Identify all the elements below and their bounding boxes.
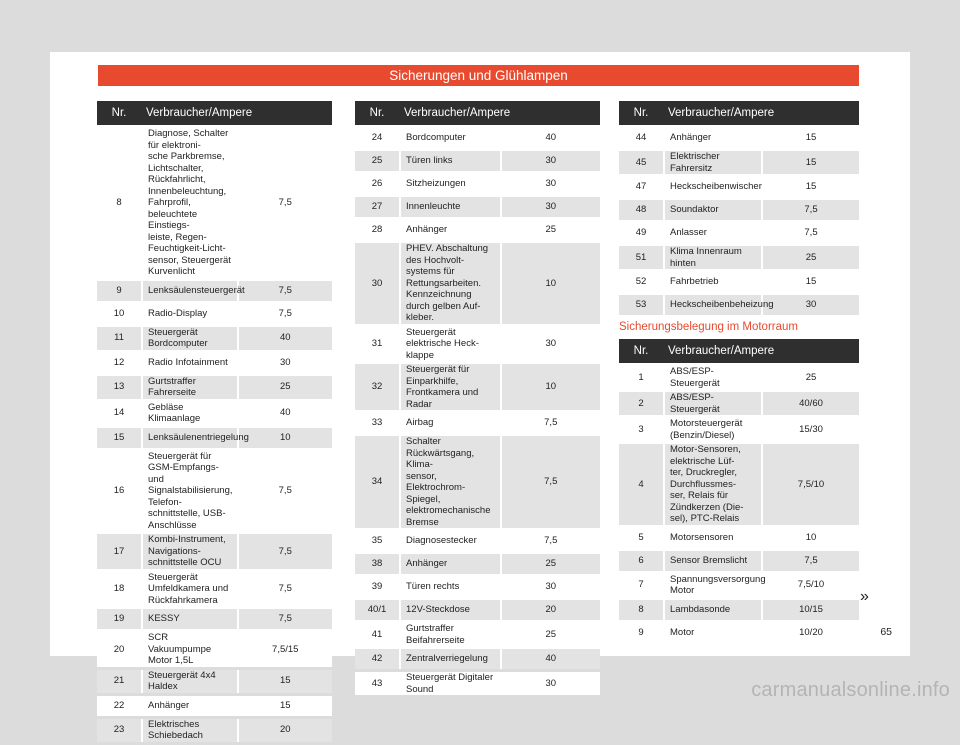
fuse-ampere: 7,5/10 [761,444,859,525]
table-row [97,327,332,350]
fuse-ampere: 40 [237,402,333,425]
fuse-consumer: Diagnose, Schalter für elektroni- sche Parkbremse, Lichtschalter, Rückfahrlicht, Innenbeleuchtung, Fahrprofil, beleuchtete Einstiegs- leiste, Regen-Feuchtigkeit-Licht- sensor, Steuergerät Kurvenlicht [141,128,237,278]
fuse-ampere: 15 [237,670,333,693]
fuse-number: 22 [97,696,141,716]
fuse-consumer: Radio Infotainment [141,353,237,373]
engine-section-title: Sicherungsbelegung im Motorraum [619,321,798,333]
fuse-ampere: 10 [500,243,601,324]
fuse-number: 30 [355,243,399,324]
table-row [619,392,859,415]
fuse-number: 23 [97,719,141,742]
fuse-number: 9 [97,281,141,301]
table-header-row [619,101,859,125]
table-row [619,623,859,643]
fuse-ampere: 30 [761,295,859,315]
fuse-ampere: 25 [237,376,333,399]
fuse-number: 42 [355,649,399,669]
fuse-number: 24 [355,128,399,148]
fuse-table-column-3 [619,98,859,318]
fuse-ampere: 30 [500,197,601,217]
fuse-consumer: ABS/ESP-Steuergerät [663,392,761,415]
fuse-ampere: 40 [500,649,601,669]
fuse-consumer: Bordcomputer [399,128,500,148]
fuse-ampere: 30 [500,151,601,171]
fuse-consumer: SCR Vakuumpumpe Motor 1,5L [141,632,237,667]
table-row [619,151,859,174]
fuse-number: 15 [97,428,141,448]
fuse-number: 6 [619,551,663,571]
fuse-consumer: Steuergerät Digitaler Sound [399,672,500,695]
fuse-ampere: 30 [237,353,333,373]
fuse-number: 14 [97,402,141,425]
fuse-ampere: 20 [500,600,601,620]
fuse-number: 40/1 [355,600,399,620]
fuse-consumer: KESSY [141,609,237,629]
fuse-consumer: Motorsteuergerät (Benzin/Diesel) [663,418,761,441]
fuse-number: 33 [355,413,399,433]
fuse-number: 3 [619,418,663,441]
fuse-consumer: Anhänger [399,554,500,574]
header-nr: Nr. [355,101,399,125]
fuse-ampere: 7,5 [761,551,859,571]
fuse-number: 21 [97,670,141,693]
fuse-consumer: ABS/ESP-Steuergerät [663,366,761,389]
fuse-ampere: 10/20 [761,623,859,643]
fuse-ampere: 7,5 [237,128,333,278]
table-row [355,649,600,669]
fuse-number: 17 [97,534,141,569]
fuse-number: 35 [355,531,399,551]
fuse-number: 49 [619,223,663,243]
table-row [355,531,600,551]
table-row [97,719,332,742]
table-row [355,577,600,597]
fuse-consumer: Kombi-Instrument, Navigations- schnittstelle OCU [141,534,237,569]
fuse-consumer: Steuergerät Umfeldkamera und Rückfahrkamera [141,572,237,607]
fuse-ampere: 25 [761,366,859,389]
header-nr: Nr. [619,101,663,125]
fuse-ampere: 15 [761,272,859,292]
fuse-ampere: 7,5 [500,531,601,551]
fuse-number: 34 [355,436,399,528]
fuse-ampere: 25 [761,246,859,269]
fuse-consumer: 12V-Steckdose [399,600,500,620]
table-row [619,200,859,220]
table-row [355,436,600,528]
fuse-consumer: Heckscheibenbeheizung [663,295,761,315]
fuse-consumer: Motor [663,623,761,643]
table-row [619,177,859,197]
fuse-table-3 [619,98,859,318]
table-row [619,600,859,620]
table-row [97,451,332,532]
fuse-consumer: Gurtstraffer Fahrerseite [141,376,237,399]
fuse-consumer: Sensor Bremslicht [663,551,761,571]
fuse-consumer: Gurtstraffer Beifahrerseite [399,623,500,646]
table-row [355,600,600,620]
table-header-row [619,339,859,363]
fuse-ampere: 30 [500,174,601,194]
fuse-number: 12 [97,353,141,373]
fuse-consumer: Steuergerät für Einparkhilfe, Frontkamera und Radar [399,364,500,410]
table-row [355,174,600,194]
table-header-row [97,101,332,125]
fuse-consumer: Steuergerät 4x4 Haldex [141,670,237,693]
fuse-ampere: 7,5 [237,609,333,629]
table-row [619,551,859,571]
fuse-ampere: 25 [500,623,601,646]
fuse-number: 53 [619,295,663,315]
fuse-number: 25 [355,151,399,171]
fuse-consumer: Motorsensoren [663,528,761,548]
table-row [97,609,332,629]
fuse-consumer: Türen rechts [399,577,500,597]
fuse-number: 51 [619,246,663,269]
continue-arrow-icon: » [860,588,869,605]
fuse-table-engine [619,336,859,646]
fuse-consumer: Zentralverriegelung [399,649,500,669]
fuse-ampere: 25 [500,220,601,240]
fuse-ampere: 30 [500,672,601,695]
fuse-ampere: 7,5 [237,451,333,532]
table-row [97,304,332,324]
fuse-table-2 [355,98,600,698]
fuse-ampere: 25 [500,554,601,574]
fuse-table-column-4 [619,336,859,646]
fuse-number: 28 [355,220,399,240]
fuse-number: 1 [619,366,663,389]
table-row [97,696,332,716]
fuse-ampere: 15 [761,177,859,197]
fuse-number: 48 [619,200,663,220]
fuse-number: 26 [355,174,399,194]
table-row [97,572,332,607]
fuse-number: 41 [355,623,399,646]
fuse-consumer: Sitzheizungen [399,174,500,194]
fuse-consumer: Anlasser [663,223,761,243]
fuse-number: 8 [97,128,141,278]
table-row [619,366,859,389]
fuse-number: 13 [97,376,141,399]
page-title: Sicherungen und Glühlampen [98,65,859,86]
table-row [619,574,859,597]
watermark: carmanualsonline.info [751,679,950,701]
table-row [355,220,600,240]
fuse-number: 9 [619,623,663,643]
fuse-number: 4 [619,444,663,525]
header-consumer: Verbraucher/Ampere [399,101,600,125]
fuse-ampere: 10 [761,528,859,548]
fuse-table-column-2 [355,98,600,698]
table-row [355,151,600,171]
fuse-consumer: Fahrbetrieb [663,272,761,292]
table-row [97,402,332,425]
fuse-ampere: 15 [761,128,859,148]
table-row [355,128,600,148]
fuse-consumer: Lenksäulenentriegelung [141,428,237,448]
header-consumer: Verbraucher/Ampere [663,101,859,125]
fuse-number: 31 [355,327,399,362]
table-row [619,246,859,269]
fuse-number: 2 [619,392,663,415]
fuse-consumer: Elektrischer Fahrersitz [663,151,761,174]
table-row [619,295,859,315]
table-header-row [355,101,600,125]
fuse-ampere: 7,5 [237,572,333,607]
fuse-consumer: Steuergerät elektrische Heck- klappe [399,327,500,362]
table-row [97,534,332,569]
page-number: 65 [880,626,892,638]
fuse-table-1 [97,98,332,745]
fuse-ampere: 15 [237,696,333,716]
fuse-ampere: 7,5 [237,534,333,569]
table-row [619,444,859,525]
fuse-ampere: 7,5 [237,304,333,324]
table-row [355,243,600,324]
fuse-consumer: Motor-Sensoren, elektrische Lüf- ter, Druckregler, Durchflussmes- ser, Relais für Zündkerzen (Die- sel), PTC-Relais [663,444,761,525]
fuse-consumer: Gebläse Klimaanlage [141,402,237,425]
fuse-ampere: 40 [237,327,333,350]
fuse-number: 18 [97,572,141,607]
fuse-number: 38 [355,554,399,574]
fuse-ampere: 15/30 [761,418,859,441]
fuse-number: 8 [619,600,663,620]
fuse-ampere: 7,5 [500,436,601,528]
header-nr: Nr. [619,339,663,363]
fuse-ampere: 7,5 [500,413,601,433]
fuse-ampere: 7,5 [761,200,859,220]
fuse-consumer: Airbag [399,413,500,433]
fuse-ampere: 7,5/15 [237,632,333,667]
header-nr: Nr. [97,101,141,125]
fuse-number: 52 [619,272,663,292]
fuse-number: 11 [97,327,141,350]
fuse-number: 45 [619,151,663,174]
header-consumer: Verbraucher/Ampere [663,339,859,363]
table-row [97,632,332,667]
fuse-number: 47 [619,177,663,197]
fuse-number: 32 [355,364,399,410]
fuse-table-column-1 [97,98,332,745]
fuse-consumer: Soundaktor [663,200,761,220]
table-row [619,128,859,148]
table-row [619,528,859,548]
fuse-number: 10 [97,304,141,324]
fuse-consumer: Spannungsversorgung Motor [663,574,761,597]
fuse-number: 16 [97,451,141,532]
fuse-number: 19 [97,609,141,629]
fuse-number: 44 [619,128,663,148]
fuse-number: 39 [355,577,399,597]
fuse-ampere: 10 [237,428,333,448]
fuse-consumer: Lenksäulensteuergerät [141,281,237,301]
table-row [97,428,332,448]
fuse-consumer: Heckscheibenwischer [663,177,761,197]
table-row [619,272,859,292]
fuse-ampere: 40/60 [761,392,859,415]
fuse-consumer: Steuergerät für GSM-Empfangs- und Signalstabilisierung, Telefon- schnittstelle, USB-Anschlüsse [141,451,237,532]
table-row [619,223,859,243]
fuse-ampere: 40 [500,128,601,148]
fuse-consumer: Anhänger [141,696,237,716]
fuse-consumer: PHEV. Abschaltung des Hochvolt- systems für Rettungsarbeiten. Kennzeichnung durch gelben Auf- kleber. [399,243,500,324]
fuse-ampere: 15 [761,151,859,174]
table-row [355,197,600,217]
fuse-consumer: Diagnosestecker [399,531,500,551]
fuse-consumer: Anhänger [399,220,500,240]
fuse-number: 20 [97,632,141,667]
fuse-consumer: Innenleuchte [399,197,500,217]
table-row [355,327,600,362]
fuse-ampere: 7,5 [237,281,333,301]
header-consumer: Verbraucher/Ampere [141,101,332,125]
fuse-number: 43 [355,672,399,695]
fuse-ampere: 10/15 [761,600,859,620]
fuse-number: 7 [619,574,663,597]
fuse-consumer: Schalter Rückwärtsgang, Klima- sensor, Elektrochrom-Spiegel, elektromechanische Bremse [399,436,500,528]
table-row [355,413,600,433]
fuse-ampere: 30 [500,577,601,597]
table-row [619,418,859,441]
fuse-number: 27 [355,197,399,217]
fuse-consumer: Klima Innenraum hinten [663,246,761,269]
fuse-ampere: 30 [500,327,601,362]
table-row [355,554,600,574]
fuse-number: 5 [619,528,663,548]
table-row [97,376,332,399]
table-row [97,281,332,301]
fuse-consumer: Radio-Display [141,304,237,324]
fuse-consumer: Anhänger [663,128,761,148]
fuse-consumer: Steuergerät Bordcomputer [141,327,237,350]
fuse-ampere: 7,5/10 [761,574,859,597]
fuse-ampere: 7,5 [761,223,859,243]
fuse-ampere: 10 [500,364,601,410]
fuse-consumer: Elektrisches Schiebedach [141,719,237,742]
table-row [97,670,332,693]
fuse-consumer: Lambdasonde [663,600,761,620]
fuse-ampere: 20 [237,719,333,742]
table-row [97,353,332,373]
table-row [355,623,600,646]
fuse-consumer: Türen links [399,151,500,171]
table-row [97,128,332,278]
table-row [355,364,600,410]
table-row [355,672,600,695]
